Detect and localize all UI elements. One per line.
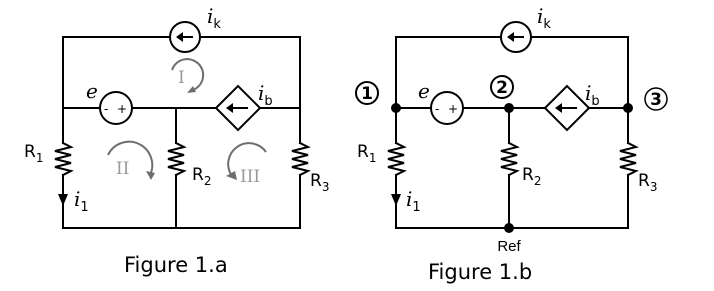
resistor-r1: [55, 143, 71, 175]
svg-text:3: 3: [650, 90, 662, 110]
voltage-source-label: e: [418, 79, 430, 103]
figure-1b-caption: Figure 1.b: [428, 260, 533, 284]
node-2-dot: [504, 103, 514, 113]
resistor-r2: [168, 143, 184, 175]
current-source-label: $i_k$: [537, 4, 551, 32]
current-source-label: $i_k$: [207, 4, 221, 32]
ref-node-dot: [504, 223, 514, 233]
dependent-source-label: $i_b$: [258, 81, 273, 109]
node-2-label: [491, 76, 513, 98]
resistor-r3-label: $R_3$: [310, 171, 330, 194]
resistor-r3: [292, 143, 308, 175]
voltage-source-e: [431, 92, 463, 124]
node-3-label: [645, 88, 667, 110]
voltage-source-label: e: [86, 79, 98, 103]
current-arrow-i1-label: $i_1$: [406, 187, 421, 215]
resistor-r3: [620, 143, 636, 175]
node-1-dot: [391, 103, 401, 113]
reference-node-label: Ref: [497, 238, 521, 255]
mesh-loop-iii-label: III: [240, 167, 261, 187]
dependent-source-ib: [216, 86, 260, 130]
svg-text:1: 1: [361, 84, 373, 104]
figure-1a: [24, 4, 329, 277]
current-source-ik: [501, 22, 531, 52]
svg-text:2: 2: [496, 78, 508, 98]
dependent-source-ib: [545, 86, 589, 130]
resistor-r3-label: $R_3$: [638, 171, 658, 194]
voltage-source-e: [100, 92, 132, 124]
figure-1a-caption: Figure 1.a: [124, 253, 228, 277]
resistor-r2: [501, 143, 517, 175]
current-arrow-i1: [391, 175, 401, 206]
current-arrow-i1-label: $i_1$: [74, 187, 89, 215]
figure-1b: [356, 4, 667, 284]
resistor-r1-label: $R_1$: [24, 142, 44, 165]
svg-text:-: -: [435, 102, 440, 116]
mesh-loop-i-arrow: [172, 59, 203, 93]
resistor-r1: [388, 143, 404, 175]
svg-text:-: -: [104, 102, 109, 116]
wire-bottom: [63, 205, 300, 228]
svg-text:+: +: [448, 102, 459, 116]
mesh-loop-i-label: I: [178, 68, 185, 88]
node-3-dot: [623, 103, 633, 113]
dependent-source-label: $i_b$: [585, 81, 600, 109]
resistor-r2-label: $R_2$: [192, 165, 212, 188]
current-source-ik: [170, 22, 200, 52]
resistor-r2-label: $R_2$: [522, 165, 542, 188]
current-arrow-i1: [58, 175, 68, 206]
node-1-label: [356, 82, 378, 104]
resistor-r1-label: $R_1$: [357, 142, 377, 165]
svg-text:+: +: [117, 102, 128, 116]
mesh-loop-ii-label: II: [116, 159, 130, 179]
